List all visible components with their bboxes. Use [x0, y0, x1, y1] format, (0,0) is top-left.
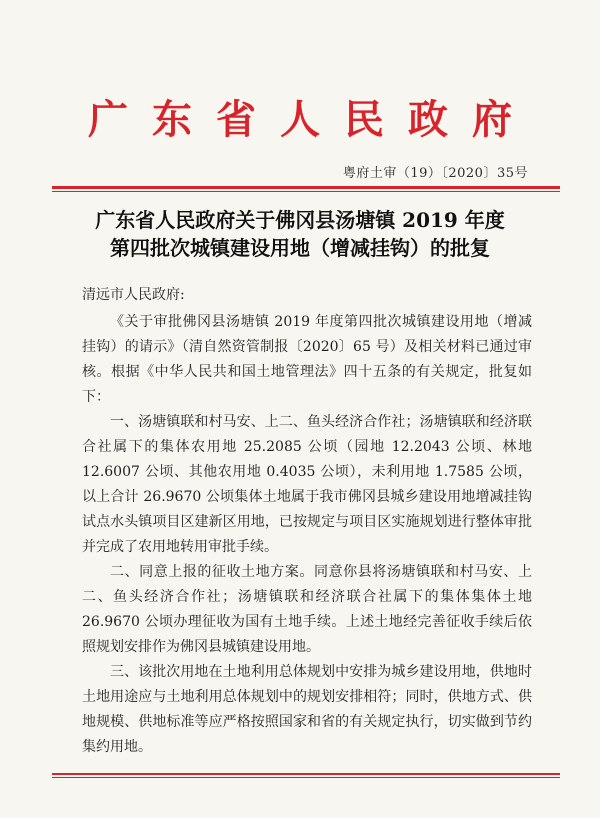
footer-red-rule-thin	[52, 777, 560, 778]
document-number: 粤府土审（19）〔2020〕35号	[342, 166, 528, 181]
body-paragraph: 《关于审批佛冈县汤塘镇 2019 年度第四批次城镇建设用地（增减挂钩）的请示》（清自然资管制报〔2020〕65 号）及相关材料已通过审核。根据《中华人民共和国土地管理法》四十五条的有关规定，批复如下：	[82, 314, 532, 405]
issuing-authority-title: 广东省人民政府	[88, 96, 536, 143]
header-red-rule-thin	[52, 191, 560, 192]
body-paragraph: 三、该批次用地在土地利用总体规划中安排为城乡建设用地，供地时土地用途应与土地利用总体规划中的规划安排相符；同时，供地方式、供地规模、供地标准等应严格按照国家和省的有关规定执行，切实做到节约集约用地。	[82, 664, 532, 755]
document-title-line-2: 第四批次城镇建设用地（增减挂钩）的批复	[110, 236, 490, 260]
header-red-rule-thick	[52, 186, 560, 189]
document-title	[0, 206, 600, 262]
body-paragraph: 一、汤塘镇联和村马安、上二、鱼头经济合作社；汤塘镇联和经济联合社属下的集体农用地 25.2085 公顷（园地 12.2043 公顷、林地 12.6007 公顷、其他农用地 0.4035 公顷），未利用地 1.7585 公顷，以上合计 26.9670 公顷集体土地属于我市佛冈县城乡建设用地增减挂钩试点水头镇项目区建新区用地，已按规定与项目区实施规划进行整体审批并完成了农用地转用审批手续。	[82, 414, 532, 555]
footer-red-rule-thick	[52, 773, 560, 775]
document-body	[82, 283, 532, 760]
document-title-line-1: 广东省人民政府关于佛冈县汤塘镇 2019 年度	[95, 208, 505, 232]
salutation: 清远市人民政府:	[82, 287, 185, 303]
body-paragraph: 二、同意上报的征收土地方案。同意你县将汤塘镇联和村马安、上二、鱼头经济合作社；汤塘镇联和经济联合社属下的集体集体土地 26.9670 公顷办理征收为国有土地手续。上述土地经完善征收手续后依照规划安排作为佛冈县城镇建设用地。	[82, 564, 532, 655]
